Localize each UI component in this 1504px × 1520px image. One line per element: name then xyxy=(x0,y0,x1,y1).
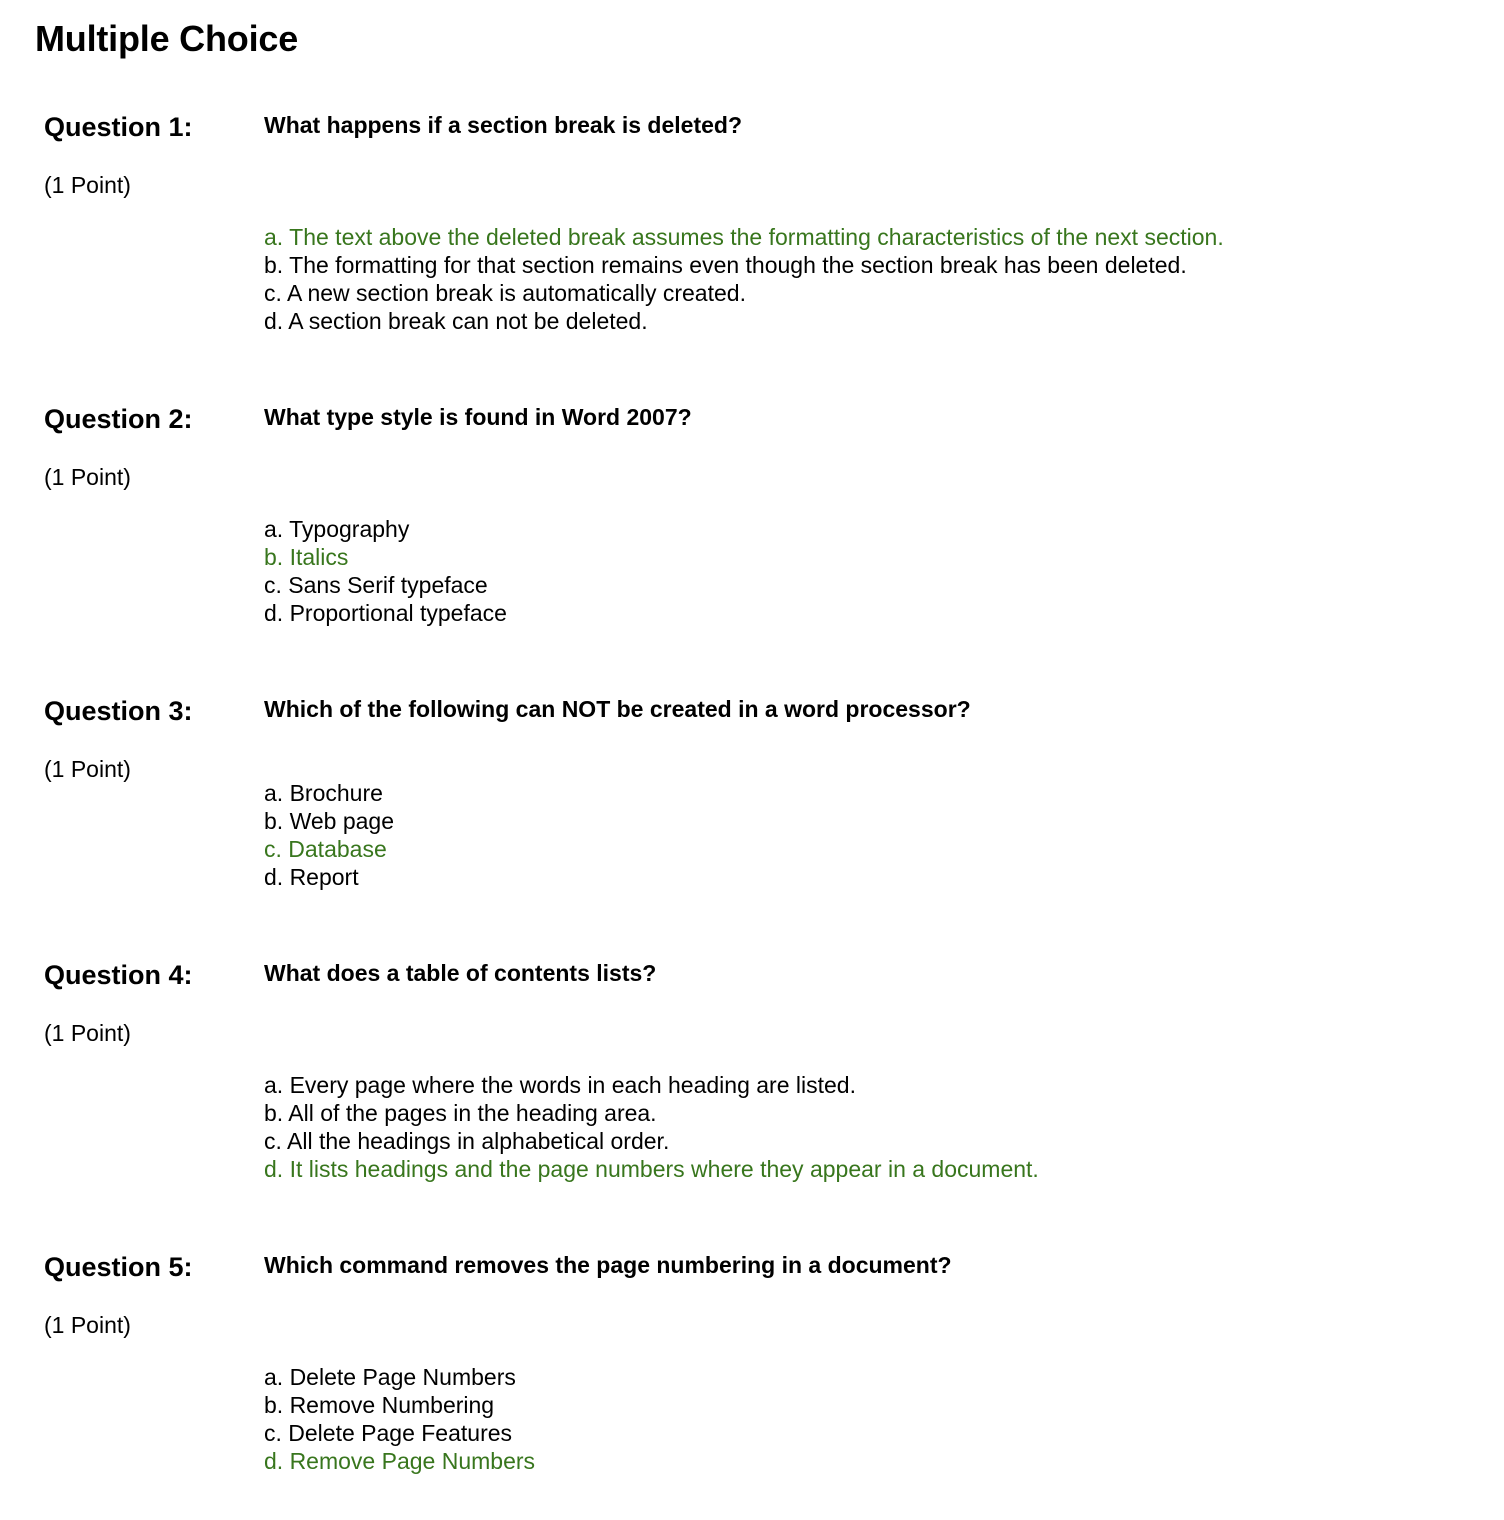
answer-list xyxy=(264,515,507,627)
question-points: (1 Point) xyxy=(44,1020,131,1046)
question-text: Which of the following can NOT be created in a word processor? xyxy=(264,696,971,722)
question-label: Question 2: xyxy=(44,404,193,434)
answer-list xyxy=(264,1363,535,1475)
answer-option: c. Sans Serif typeface xyxy=(264,572,488,598)
question-label: Question 5: xyxy=(44,1252,193,1282)
question-points: (1 Point) xyxy=(44,172,131,198)
answer-option: b. Web page xyxy=(264,808,395,834)
answer-option: a. Every page where the words in each heading are listed. xyxy=(264,1072,856,1098)
answer-list xyxy=(264,223,1224,335)
question-text: Which command removes the page numbering in a document? xyxy=(264,1252,952,1278)
answer-option-correct: d. Remove Page Numbers xyxy=(264,1448,536,1474)
answer-option: d. Proportional typeface xyxy=(264,600,507,626)
question-points: (1 Point) xyxy=(44,756,131,782)
answer-option: a. Typography xyxy=(264,516,410,542)
page-title: Multiple Choice xyxy=(35,18,299,59)
answer-option-correct: d. It lists headings and the page numbers where they appear in a document. xyxy=(264,1156,1039,1182)
question-text: What type style is found in Word 2007? xyxy=(264,404,692,430)
answer-option: a. Brochure xyxy=(264,780,383,806)
question-text: What does a table of contents lists? xyxy=(264,960,657,986)
answer-option-correct: b. Italics xyxy=(264,544,349,570)
question-text: What happens if a section break is deleted? xyxy=(264,112,743,138)
answer-option-correct: c. Database xyxy=(264,836,387,862)
answer-option: d. Report xyxy=(264,864,359,890)
question-label: Question 4: xyxy=(44,960,193,990)
answer-option: b. Remove Numbering xyxy=(264,1392,495,1418)
answer-list xyxy=(264,779,394,891)
answer-option-correct: a. The text above the deleted break assumes the formatting characteristics of the next section. xyxy=(264,224,1224,250)
answer-option: b. All of the pages in the heading area. xyxy=(264,1100,657,1126)
answer-option: c. Delete Page Features xyxy=(264,1420,513,1446)
answer-option: c. All the headings in alphabetical order. xyxy=(264,1128,670,1154)
answer-option: a. Delete Page Numbers xyxy=(264,1364,516,1390)
question-points: (1 Point) xyxy=(44,1312,131,1338)
answer-option: d. A section break can not be deleted. xyxy=(264,308,648,334)
answer-option: b. The formatting for that section remains even though the section break has been deleted. xyxy=(264,252,1187,278)
answer-list xyxy=(264,1071,1039,1183)
question-points: (1 Point) xyxy=(44,464,131,490)
question-label: Question 1: xyxy=(44,112,193,142)
question-label: Question 3: xyxy=(44,696,193,726)
answer-option: c. A new section break is automatically created. xyxy=(264,280,746,306)
